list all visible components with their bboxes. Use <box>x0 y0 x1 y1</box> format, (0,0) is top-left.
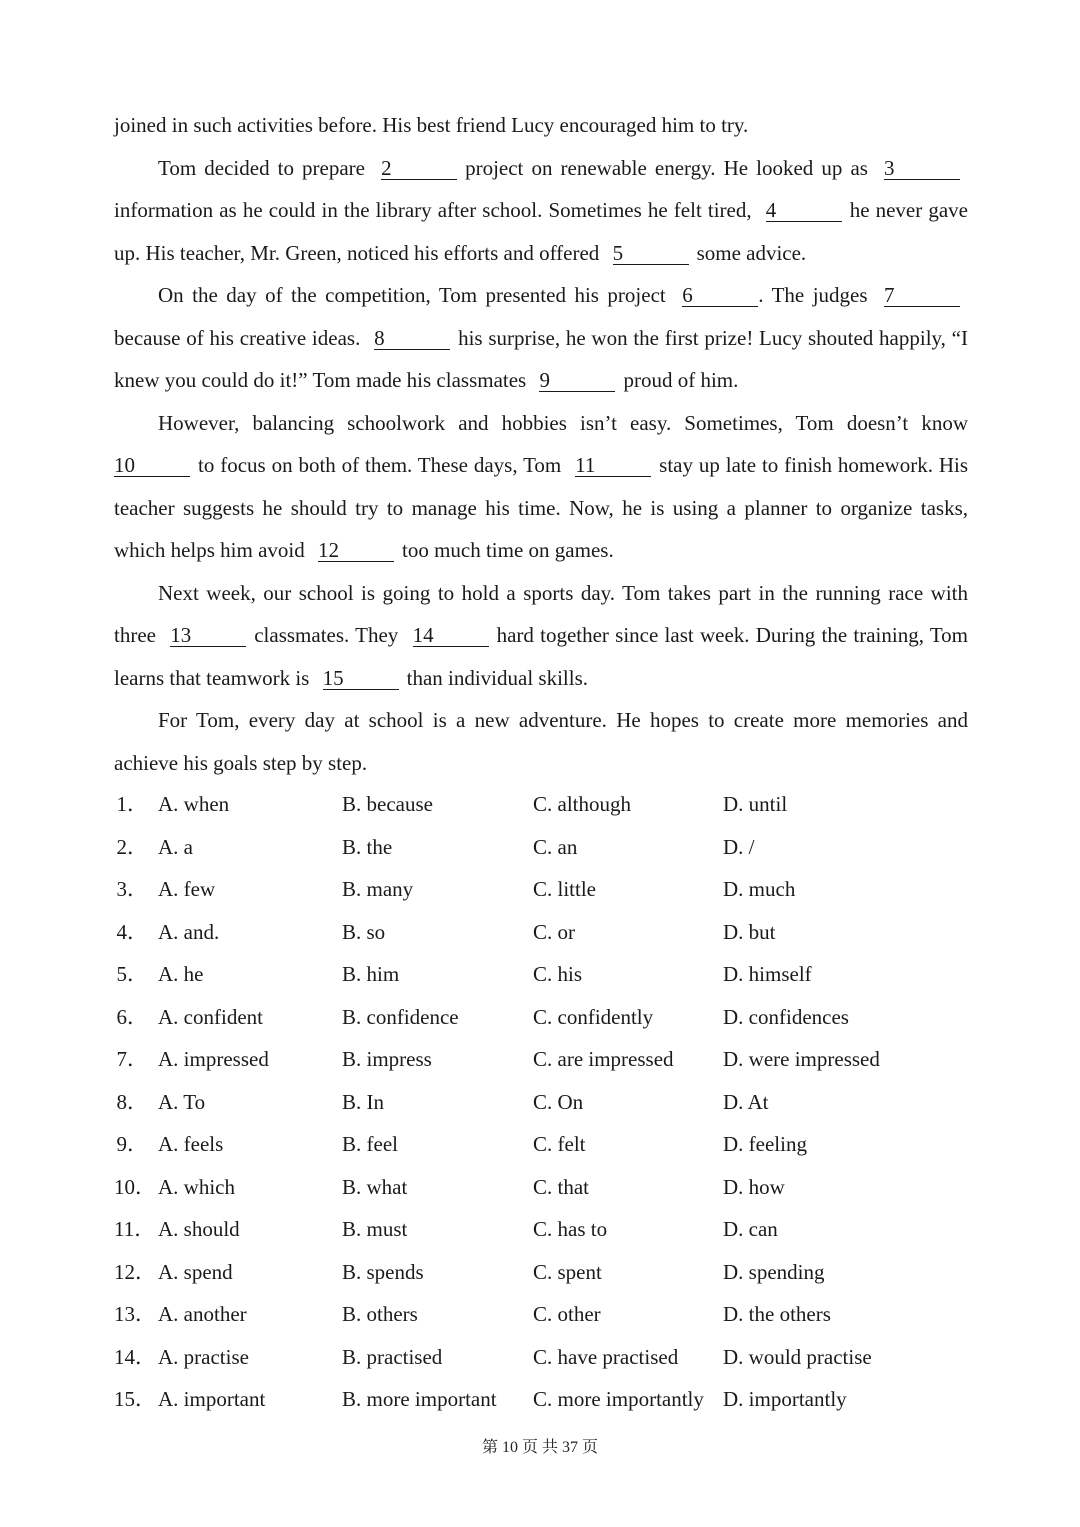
question-option-row <box>114 1293 994 1336</box>
option-b: B. feel <box>342 1132 398 1156</box>
question-option-row <box>114 868 994 911</box>
question-number: 3． <box>116 877 148 901</box>
option-d: D. feeling <box>723 1132 807 1156</box>
option-a: A. which <box>158 1174 235 1199</box>
question-number: 9． <box>116 1132 148 1156</box>
answer-options-list <box>114 783 994 1421</box>
passage-text: too much time on games. <box>401 538 614 562</box>
option-b: B. the <box>342 834 393 859</box>
blank-15: 15 <box>323 668 399 690</box>
blank-11: 11 <box>575 455 651 477</box>
question-number: 4． <box>116 919 148 944</box>
passage-text: he never gave up. His teacher, Mr. Green, noticed his efforts and offered <box>114 198 968 265</box>
option-b: B. spends <box>342 1259 424 1284</box>
question-number: 11． <box>114 1217 156 1241</box>
question-option-row <box>114 1123 994 1166</box>
option-d: D. importantly <box>723 1387 847 1411</box>
question-number: 6． <box>116 1004 148 1029</box>
option-a: A. when <box>158 792 230 816</box>
option-b: B. what <box>342 1174 408 1199</box>
option-d: D. can <box>723 1217 778 1241</box>
passage-text: some advice. <box>696 240 807 265</box>
blank-12: 12 <box>318 540 394 562</box>
option-c: C. confidently <box>533 1004 654 1029</box>
blank-10: 10 <box>114 455 190 477</box>
blank-2: 2 <box>381 158 457 180</box>
question-option-row <box>114 1251 994 1294</box>
option-b: B. many <box>342 877 414 901</box>
option-b: B. practised <box>342 1344 443 1369</box>
option-a: A. important <box>158 1387 266 1411</box>
option-c: C. On <box>533 1089 584 1114</box>
option-d: D. At <box>723 1089 769 1114</box>
blank-3: 3 <box>884 158 960 180</box>
passage-text: For Tom, every day at school is a new adventure. He hopes to create more memories and achieve his goals step by step. <box>114 708 968 775</box>
passage-text: project on renewable energy. He looked up as <box>465 155 868 180</box>
option-a: A. a <box>158 834 193 859</box>
option-b: B. him <box>342 962 400 986</box>
passage-text: However, balancing schoolwork and hobbies isn’t easy. Sometimes, Tom doesn’t know <box>158 410 968 435</box>
option-c: C. his <box>533 962 583 986</box>
passage-paragraph-6 <box>114 699 968 784</box>
option-d: D. confidences <box>723 1004 849 1029</box>
blank-9: 9 <box>539 370 615 392</box>
page-footer: 第 10 页 共 37 页 <box>481 1439 598 1456</box>
question-option-row <box>114 1081 994 1124</box>
question-number: 5． <box>116 962 148 986</box>
option-b: B. because <box>342 792 433 816</box>
blank-6: 6 <box>682 285 758 307</box>
question-option-row <box>114 996 994 1039</box>
blank-14: 14 <box>413 625 489 647</box>
option-a: A. feels <box>158 1132 224 1156</box>
option-c: C. although <box>533 792 631 816</box>
passage-paragraph-4 <box>114 402 968 572</box>
option-d: D. much <box>723 877 796 901</box>
option-d: D. the others <box>723 1302 831 1326</box>
blank-7: 7 <box>884 285 960 307</box>
question-number: 8． <box>116 1089 148 1114</box>
option-c: C. has to <box>533 1217 608 1241</box>
blank-13: 13 <box>170 625 246 647</box>
option-b: B. confidence <box>342 1004 459 1029</box>
option-b: B. must <box>342 1217 408 1241</box>
option-d: D. spending <box>723 1259 825 1284</box>
option-c: C. little <box>533 877 596 901</box>
option-c: C. that <box>533 1174 589 1199</box>
option-c: C. an <box>533 834 578 859</box>
blank-4: 4 <box>766 200 842 222</box>
option-b: B. In <box>342 1089 384 1114</box>
option-c: C. have practised <box>533 1344 679 1369</box>
question-number: 13． <box>114 1302 156 1326</box>
option-a: A. confident <box>158 1004 263 1029</box>
passage-text: . The judges <box>758 283 868 307</box>
passage-text: hard together since last week. During the training, Tom learns that teamwork is <box>114 623 969 690</box>
option-a: A. another <box>158 1302 247 1326</box>
question-option-row <box>114 911 994 954</box>
question-number: 14． <box>114 1344 156 1369</box>
passage-paragraph-3 <box>114 274 968 402</box>
option-a: A. and. <box>158 919 220 944</box>
question-option-row <box>114 783 994 826</box>
question-number: 1． <box>116 792 148 816</box>
option-c: C. felt <box>533 1132 586 1156</box>
question-number: 10． <box>114 1174 156 1199</box>
option-b: B. so <box>342 919 386 944</box>
passage-paragraph-1 <box>114 104 968 147</box>
option-b: B. impress <box>342 1047 432 1071</box>
passage-text: than individual skills. <box>406 665 589 690</box>
question-option-row <box>114 1336 994 1379</box>
option-a: A. spend <box>158 1259 233 1284</box>
option-c: C. more importantly <box>533 1387 704 1411</box>
option-d: D. but <box>723 919 776 944</box>
passage-text: information as he could in the library after school. Sometimes he felt tired, <box>114 198 752 222</box>
cloze-passage <box>114 104 968 784</box>
option-d: D. / <box>723 834 755 859</box>
question-option-row <box>114 953 994 996</box>
passage-paragraph-2 <box>114 147 968 275</box>
option-a: A. he <box>158 962 204 986</box>
question-option-row <box>114 1208 994 1251</box>
question-option-row <box>114 1038 994 1081</box>
option-c: C. or <box>533 919 575 944</box>
option-c: C. spent <box>533 1259 602 1284</box>
question-number: 15． <box>114 1387 156 1411</box>
passage-text: Next week, our school is going to hold a sports day. Tom takes part in the running race with three <box>114 580 968 647</box>
option-b: B. more important <box>342 1387 497 1411</box>
passage-text: Tom decided to prepare <box>158 155 365 180</box>
question-option-row <box>114 826 994 869</box>
passage-text: proud of him. <box>623 368 739 392</box>
question-number: 2． <box>116 834 148 859</box>
option-a: A. To <box>158 1089 206 1114</box>
blank-8: 8 <box>374 328 450 350</box>
option-a: A. few <box>158 877 216 901</box>
option-b: B. others <box>342 1302 418 1326</box>
option-a: A. practise <box>158 1344 249 1369</box>
passage-text: stay up late to finish homework. His teacher suggests he should try to manage his time. Now, he is using a planner to organize tasks, which helps him avoid <box>114 453 969 562</box>
question-option-row <box>114 1378 994 1421</box>
question-option-row <box>114 1166 994 1209</box>
option-d: D. until <box>723 792 788 816</box>
option-d: D. would practise <box>723 1344 872 1369</box>
option-d: D. were impressed <box>723 1047 880 1071</box>
passage-text: because of his creative ideas. <box>114 325 361 350</box>
question-number: 12． <box>114 1259 156 1284</box>
option-a: A. should <box>158 1217 240 1241</box>
option-c: C. are impressed <box>533 1047 674 1071</box>
passage-text: joined in such activities before. His best friend Lucy encouraged him to try. <box>114 113 749 137</box>
passage-text: his surprise, he won the first prize! Lucy shouted happily, “I knew you could do it!” Tom made his classmates <box>114 325 968 392</box>
passage-paragraph-5 <box>114 572 968 700</box>
passage-text: On the day of the competition, Tom presented his project <box>158 283 666 307</box>
option-c: C. other <box>533 1302 601 1326</box>
option-a: A. impressed <box>158 1047 269 1071</box>
option-d: D. how <box>723 1174 785 1199</box>
option-d: D. himself <box>723 962 812 986</box>
passage-text: classmates. They <box>254 623 399 647</box>
question-number: 7． <box>116 1047 148 1071</box>
blank-5: 5 <box>613 243 689 265</box>
passage-text: to focus on both of them. These days, Tom <box>198 453 562 477</box>
